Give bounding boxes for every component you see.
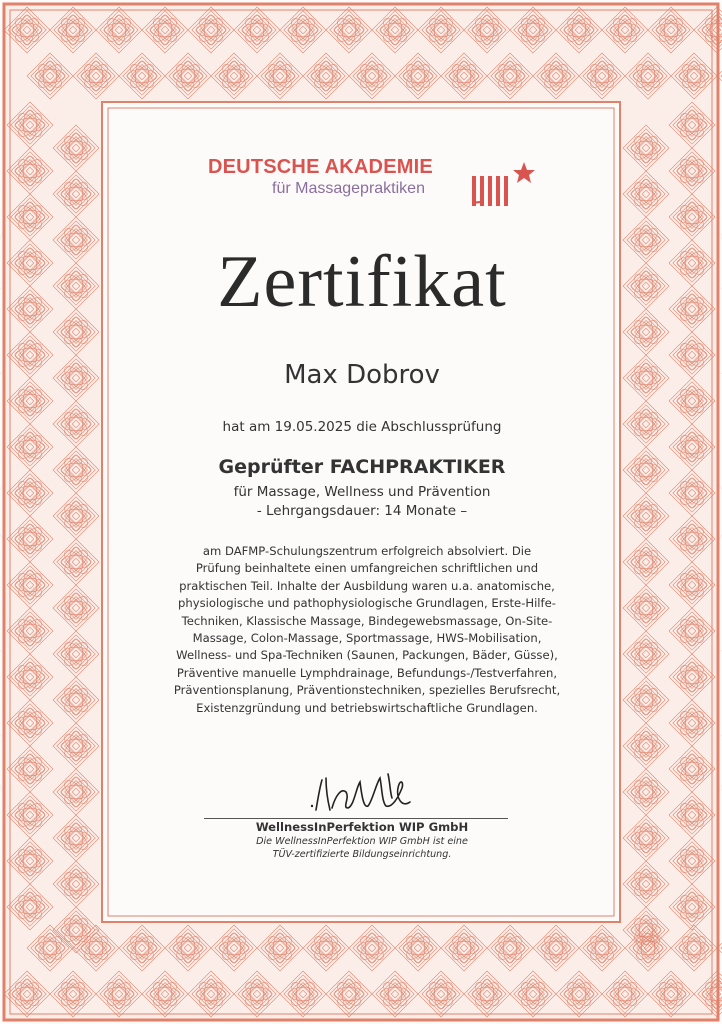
signature-line	[204, 818, 508, 819]
description-line: Prüfung beinhaltete einen umfangreichen schriftlichen und	[195, 561, 539, 576]
accreditation-line: Die WellnessInPerfektion WIP GmbH ist eine	[256, 836, 468, 847]
logo-academy-name: DEUTSCHE AKADEMIE	[208, 156, 433, 178]
description-line: physiologische und pathophysiologische Grundlagen, Erste-Hilfe-	[178, 596, 556, 611]
description-line: Präventionsplanung, Präventionstechniken, spezielles Berufsrecht,	[173, 683, 561, 698]
certificate-title: Zertifikat	[217, 241, 507, 323]
recipient-name: Max Dobrov	[284, 360, 440, 390]
logo-bars-star-icon	[472, 162, 538, 212]
course-description	[168, 543, 566, 717]
qualification-subtitle: für Massage, Wellness und Prävention	[233, 484, 491, 500]
accreditation-line: TÜV-zertifizierte Bildungseinrichtung.	[272, 849, 452, 860]
academy-logo	[208, 148, 538, 212]
exam-date-line: hat am 19.05.2025 die Abschlussprüfung	[222, 419, 502, 435]
description-line: Existenzgründung und betriebswirtschaftliche Grundlagen.	[196, 700, 538, 715]
qualification-duration: - Lehrgangsdauer: 14 Monate –	[256, 503, 468, 519]
description-line: praktischen Teil. Inhalte der Ausbildung waren u.a. anatomische,	[179, 578, 555, 593]
company-name: WellnessInPerfektion WIP GmbH	[255, 820, 469, 834]
description-line: Präventive manuelle Lymphdrainage, Befundungs-/Testverfahren,	[176, 665, 558, 680]
handwritten-signature	[302, 758, 422, 820]
description-line: am DAFMP-Schulungszentrum erfolgreich absolviert. Die	[202, 544, 532, 558]
description-line: Wellness- und Spa-Techniken (Saunen, Packungen, Bäder, Güsse),	[176, 648, 558, 663]
description-line: Massage, Colon-Massage, Sportmassage, HWS-Mobilisation,	[192, 631, 542, 646]
certificate-content	[112, 112, 612, 912]
description-line: Techniken, Klassische Massage, Bindegewebsmassage, On-Site-	[181, 613, 553, 628]
logo-academy-subtitle: für Massagepraktiken	[272, 180, 425, 197]
company-accreditation-note	[112, 835, 612, 861]
qualification-title: Geprüfter FACHPRAKTIKER	[218, 456, 506, 478]
